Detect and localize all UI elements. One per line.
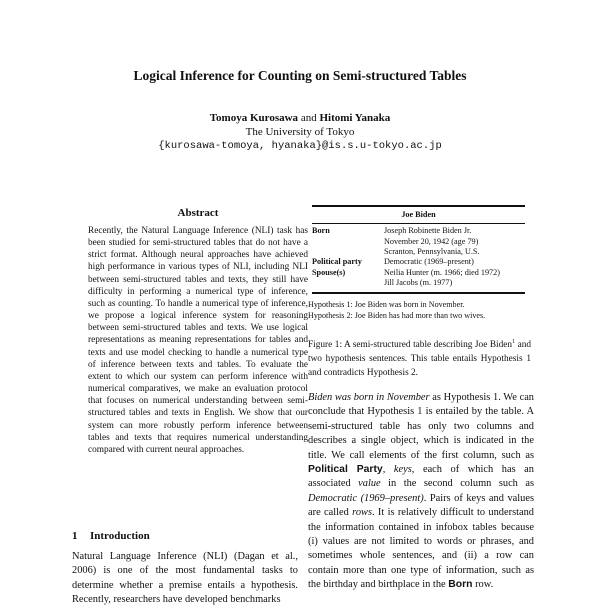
table-title: Joe Biden [401, 209, 436, 219]
section-heading [72, 530, 150, 542]
table-value [384, 226, 525, 257]
caption-text: and two hypothesis sentences. This table entails Hypothesis 1 and contradicts Hypothesis 2. [308, 340, 532, 378]
hypothesis-quote: Biden was born in November [308, 392, 430, 403]
table-key: Born [312, 226, 330, 236]
figure-caption [308, 336, 531, 381]
table-key: Spouse(s) [312, 267, 346, 277]
value-example: Democratic (1969–present) [308, 492, 424, 504]
key-term: Political Party [308, 464, 383, 476]
section-title: Introduction [90, 530, 150, 542]
table-bottom-rule [312, 292, 525, 294]
body-text: . Pairs of keys and values are called [308, 492, 534, 519]
table-row [312, 257, 525, 267]
section-number: 1 [72, 530, 78, 542]
caption-text: Figure 1: A semi-structured table describing Joe Biden [308, 340, 513, 351]
author-name: Hitomi Yanaka [319, 112, 391, 124]
value-line: Neilia Hunter (m. 1966; died 1972) [384, 267, 500, 277]
term-keys: keys [393, 464, 412, 476]
hypotheses [308, 299, 523, 321]
footnote-mark: 1 [512, 339, 516, 345]
author-name: Tomoya Kurosawa [209, 112, 299, 124]
body-text: row. [472, 579, 494, 591]
table-row [312, 268, 525, 289]
value-line: Scranton, Pennsylvania, U.S. [384, 246, 480, 256]
body-text: , [382, 464, 394, 476]
body-text: . It is relatively difficult to understand the information contained in infobox tables because (i) values are not limited to words or phrases, and sometimes whole sentences, and (ii) a row can contain more than one type of information, such as the birthday and birthplace in the [308, 507, 535, 591]
introduction-text: Natural Language Inference (NLI) (Dagan et al., 2006) is one of the most fundamental tasks to determine whether a premise entails a hypothesis. Recently, researchers have developed benchmarks [72, 551, 298, 606]
value-line: Jill Jacobs (m. 1977) [384, 277, 453, 287]
author-line [0, 112, 600, 124]
infobox-table [312, 205, 525, 294]
body-text: , each of which has an associated [308, 464, 534, 490]
table-row [312, 226, 525, 257]
abstract-heading: Abstract [177, 207, 219, 219]
hypothesis-1: Hypothesis 1: Joe Biden was born in November. [308, 300, 465, 309]
value-line: November 20, 1942 (age 79) [384, 236, 479, 246]
paper-title: Logical Inference for Counting on Semi-structured Tables [133, 68, 467, 83]
abstract-text: Recently, the Natural Language Inference (NLI) task has been studied for semi-structured tables that do not have a strict format. Although neural approaches have achieved high performance in various types of NLI, including NLI between semi-structured tables and texts, they still have difficulty in performing a numerical type of inference, such as counting. To handle a numerical type of inference, we propose a logical inference system for reasoning between semi-structured tables and texts. We use logical representations as meaning representations for tables and texts and use model checking to handle a numerical type of inference between texts and tables. To evaluate the extent to which our system can perform inference with numerical comparatives, we make an evaluation protocol that focuses on numerical understanding between semi-structured tables and texts in English. We show that our system can more robustly perform inference between tables and texts that requires numerical understanding compared with current neural approaches. [88, 226, 308, 455]
email: {kurosawa-tomoya, hyanaka}@is.s.u-tokyo.ac.jp [158, 140, 442, 152]
key-term: Born [448, 579, 473, 591]
value-line: Joseph Robinette Biden Jr. [384, 226, 472, 236]
hypothesis-2: Hypothesis 2: Joe Biden has had more than two wives. [308, 311, 486, 321]
table-key: Political party [312, 257, 362, 267]
value-line: Democratic (1969–present) [384, 257, 474, 267]
table-value [384, 268, 525, 289]
body-text: as Hypothesis 1. We can conclude that Hypothesis 1 is entailed by the table. A semi-structured table has only two columns and describes a single object, which is indicated in the title. We call elements of the first column, such as [308, 392, 534, 461]
body-text: in the second column such as [380, 478, 534, 490]
author-connector: and [300, 112, 317, 124]
term-value: value [358, 478, 381, 490]
affiliation: The University of Tokyo [245, 126, 355, 138]
term-rows: rows [352, 507, 372, 519]
table-value [384, 257, 525, 267]
body-paragraph [308, 391, 534, 593]
